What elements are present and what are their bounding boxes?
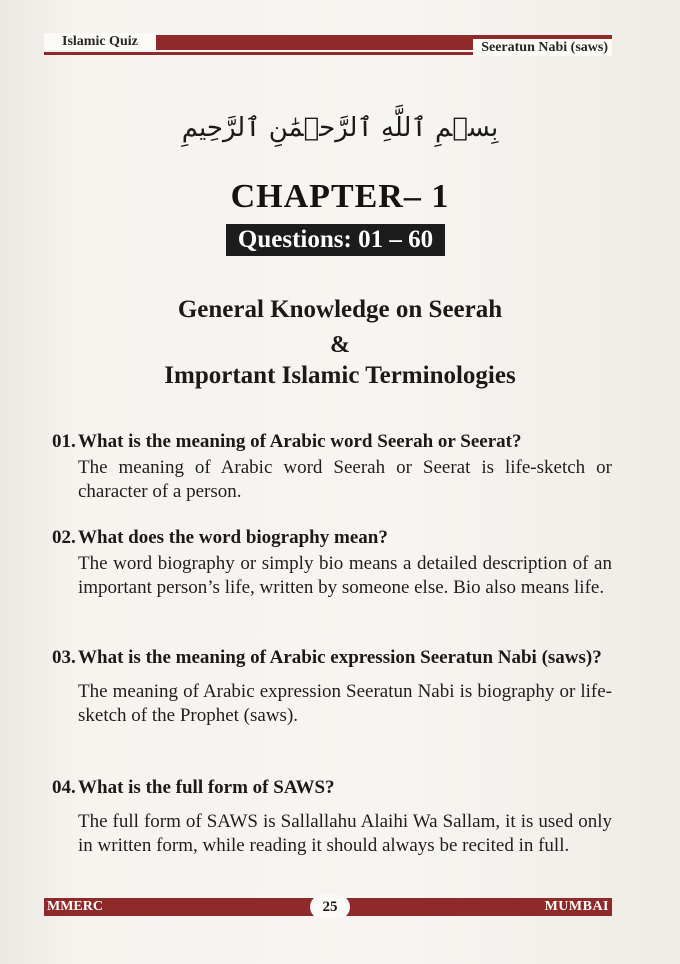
question [52, 776, 612, 800]
question-number: 01. [52, 431, 76, 452]
qa-item [52, 776, 612, 858]
subtitle-line-2: Important Islamic Terminologies [164, 362, 516, 389]
qa-item [52, 526, 612, 600]
header-section-title: Seeratun Nabi (saws) [473, 39, 612, 56]
chapter-title: CHAPTER– 1 [230, 178, 450, 215]
questions-range-badge: Questions: 01 – 60 [226, 224, 445, 256]
question [52, 646, 612, 670]
question-text: What is the meaning of Arabic word Seerah or Seerat? [78, 431, 522, 452]
qa-item [52, 646, 612, 728]
basmala-calligraphy: بِسۡمِ ٱللَّهِ ٱلرَّحۡمَٰنِ ٱلرَّحِيمِ [181, 113, 499, 143]
question-number: 02. [52, 527, 76, 548]
header-book-title: Islamic Quiz [44, 33, 156, 50]
qa-item [52, 430, 612, 504]
footer-city: MUMBAI [544, 899, 609, 914]
answer-text: The meaning of Arabic expression Seeratun Nabi is biography or life-sketch of the Prophet (saws). [78, 681, 612, 726]
subtitle-ampersand: & [330, 332, 350, 358]
question-number: 04. [52, 777, 76, 798]
question-text: What is the full form of SAWS? [78, 777, 335, 798]
page-header [44, 33, 612, 56]
answer-text: The word biography or simply bio means a detailed description of an important person’s life, written by someone else. Bio also means life. [78, 553, 612, 598]
question [52, 430, 612, 454]
question-text: What is the meaning of Arabic expression Seeratun Nabi (saws)? [78, 647, 602, 668]
question-number: 03. [52, 647, 76, 668]
answer-text: The meaning of Arabic word Seerah or Seerat is life-sketch or character of a person. [78, 457, 612, 502]
subtitle-line-1: General Knowledge on Seerah [177, 296, 503, 323]
page-number: 25 [310, 895, 350, 919]
page-footer [44, 895, 612, 919]
footer-publisher: MMERC [47, 899, 103, 914]
question-text: What does the word biography mean? [78, 527, 388, 548]
question [52, 526, 612, 550]
answer-text: The full form of SAWS is Sallallahu Alaihi Wa Sallam, it is used only in written form, while reading it should always be recited in full. [78, 811, 612, 856]
